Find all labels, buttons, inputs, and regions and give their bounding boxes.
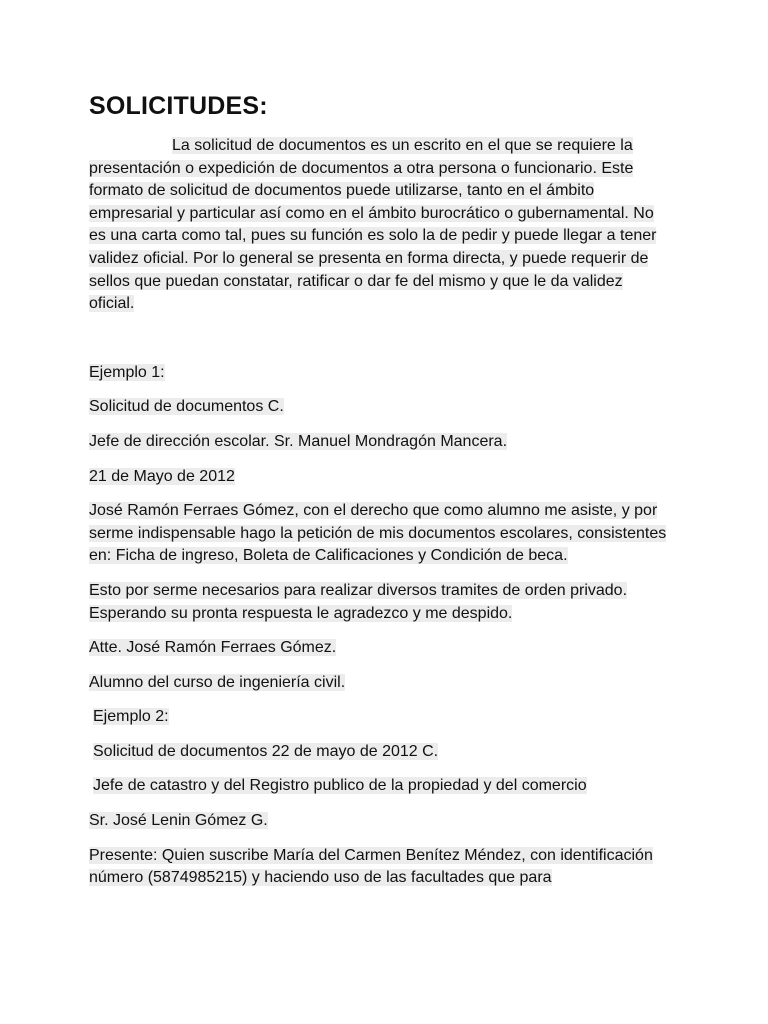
example2-recipient: Jefe de catastro y del Registro publico de la propiedad y del comercio [93, 777, 587, 795]
intro-paragraph [89, 135, 668, 316]
example1-body2: Esto por serme necesarios para realizar diversos tramites de orden privado. Esperando su pronta respuesta le agradezco y me despido. [89, 581, 628, 622]
example1-recipient: Jefe de dirección escolar. Sr. Manuel Mondragón Mancera. [89, 432, 508, 450]
example1-subject: Solicitud de documentos C. [89, 398, 284, 416]
example1-role: Alumno del curso de ingeniería civil. [89, 673, 346, 691]
example2-body: Presente: Quien suscribe María del Carmen Benítez Méndez, con identificación número (5874985215) y haciendo uso de las facultades que para [89, 846, 653, 887]
example2-name: Sr. José Lenin Gómez G. [89, 812, 268, 830]
example2-subject: Solicitud de documentos 22 de mayo de 2012 C. [93, 742, 439, 760]
intro-text: La solicitud de documentos es un escrito en el que se requiere la presentación o expedición de documentos a otra persona o funcionario. Este formato de solicitud de documentos puede utilizarse, tanto en el ámbito empresarial y particular así como en el ámbito burocrático o gubernamental. No es una carta como tal, pues su función es solo la de pedir y puede llegar a tener validez oficial. Por lo general se presenta en forma directa, y puede requerir de sellos que puedan constatar, ratificar o dar fe del mismo y que le da validez oficial. [89, 137, 657, 313]
example1-signature: Atte. José Ramón Ferraes Gómez. [89, 639, 337, 657]
example1-date: 21 de Mayo de 2012 [89, 467, 235, 485]
document-title: SOLICITUDES: [89, 92, 268, 120]
example1-body1: José Ramón Ferraes Gómez, con el derecho que como alumno me asiste, y por serme indispensable hago la petición de mis documentos escolares, consistentes en: Ficha de ingreso, Boleta de Calificaciones y Condición de beca. [89, 502, 667, 565]
example2-heading: Ejemplo 2: [93, 708, 169, 726]
example1-heading: Ejemplo 1: [89, 363, 165, 381]
